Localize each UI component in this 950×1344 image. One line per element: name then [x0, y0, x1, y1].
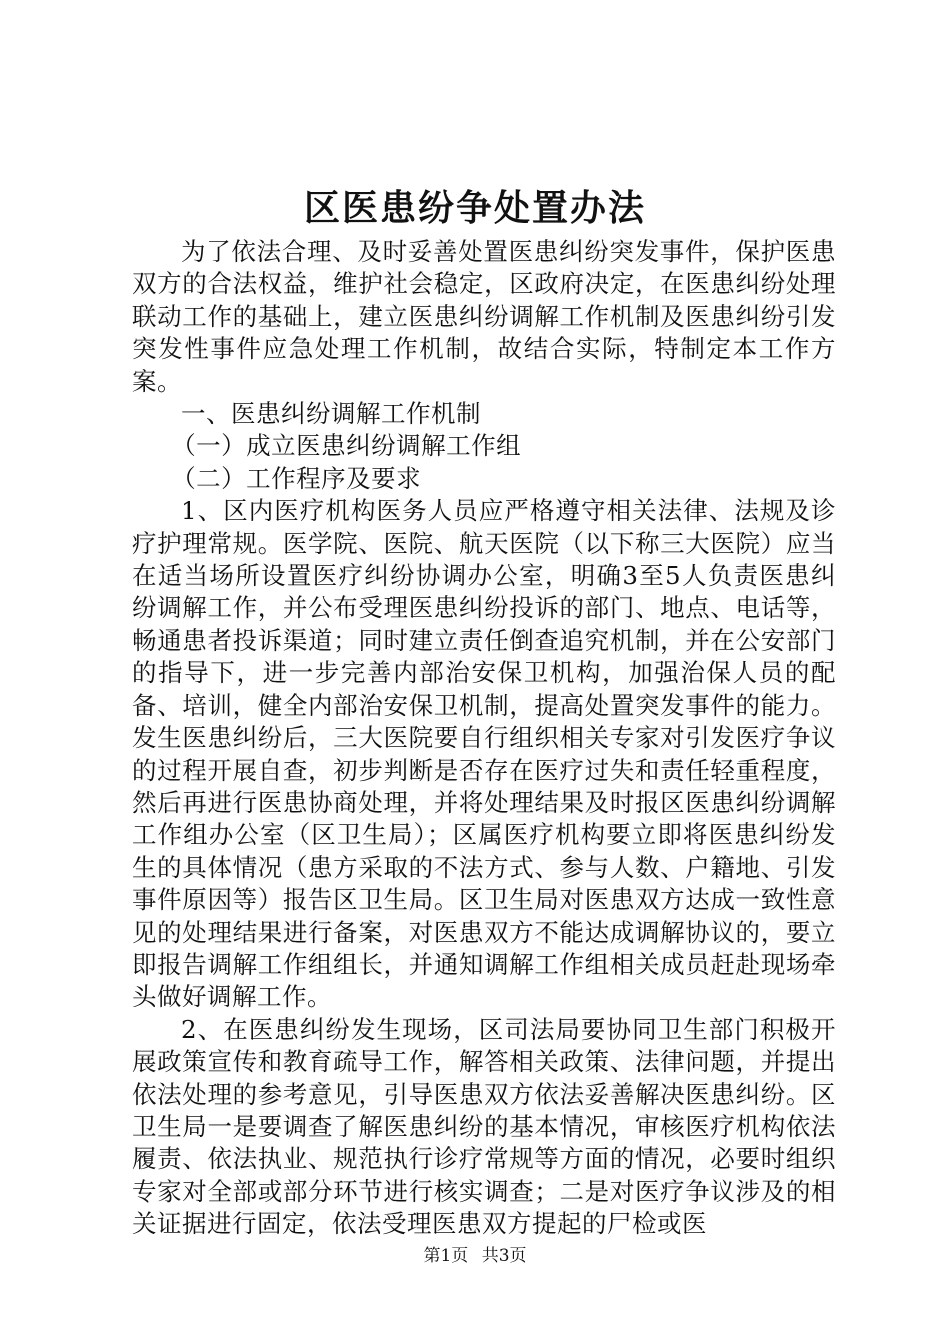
procedure-paragraph-2: 2、在医患纠纷发生现场，区司法局要协同卫生部门积极开展政策宣传和教育疏导工作，解答相关政策、法律问题，并提出依法处理的参考意见，引导医患双方依法妥善解决医患纠纷。区卫生局一是要调查了解医患纠纷的基本情况，审核医疗机构依法履责、依法执业、规范执行诊疗常规等方面的情况，必要时组织专家对全部或部分环节进行核实调查；二是对医疗争议涉及的相关证据进行固定，依法受理医患双方提起的尸检或医 — [132, 1014, 836, 1239]
section-heading-1: 一、医患纠纷调解工作机制 — [181, 399, 481, 429]
intro-paragraph: 为了依法合理、及时妥善处置医患纠纷突发事件，保护医患双方的合法权益，维护社会稳定，区政府决定，在医患纠纷处理联动工作的基础上，建立医患纠纷调解工作机制及医患纠纷引发突发性事件应急处理工作机制，故结合实际，特制定本工作方案。 — [132, 237, 836, 396]
page-number: 第1页 — [423, 1246, 469, 1266]
subsection-heading-2: （二）工作程序及要求 — [171, 463, 422, 493]
page-total: 共3页 — [481, 1246, 527, 1266]
subsection-heading-1: （一）成立医患纠纷调解工作组 — [171, 431, 522, 461]
document-body — [132, 236, 836, 1241]
document-title: 区医患纷争处置办法 — [303, 187, 646, 229]
page-footer — [0, 1244, 950, 1268]
procedure-paragraph-1: 1、区内医疗机构医务人员应严格遵守相关法律、法规及诊疗护理常规。医学院、医院、航天医院（以下称三大医院）应当在适当场所设置医疗纠纷协调办公室，明确3至5人负责医患纠纷调解工作，并公布受理医患纠纷投诉的部门、地点、电话等，畅通患者投诉渠道；同时建立责任倒查追究机制，并在公安部门的指导下，进一步完善内部治安保卫机构，加强治保人员的配备、培训，健全内部治安保卫机制，提高处置突发事件的能力。发生医患纠纷后，三大医院要自行组织相关专家对引发医疗争议的过程开展自查，初步判断是否存在医疗过失和责任轻重程度，然后再进行医患协商处理，并将处理结果及时报区医患纠纷调解工作组办公室（区卫生局）；区属医疗机构要立即将医患纠纷发生的具体情况（患方采取的不法方式、参与人数、户籍地、引发事件原因等）报告区卫生局。区卫生局对医患双方达成一致性意见的处理结果进行备案，对医患双方不能达成调解协议的，要立即报告调解工作组组长，并通知调解工作组相关成员赶赴现场牵头做好调解工作。 — [132, 496, 836, 1012]
